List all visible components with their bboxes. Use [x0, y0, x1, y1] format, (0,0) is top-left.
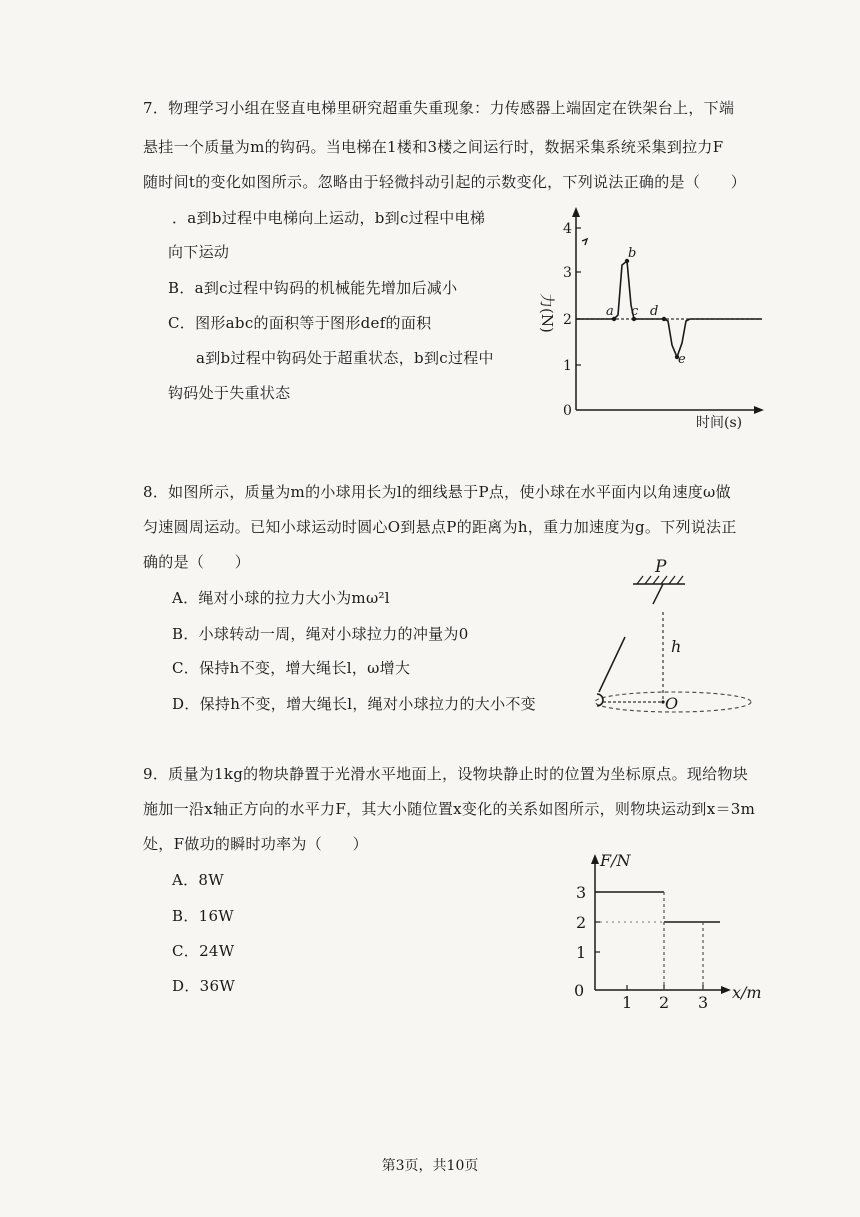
- q8-label-p: P: [655, 557, 667, 577]
- q7-option-d-line2: 钩码处于失重状态: [168, 384, 291, 402]
- q7-point-a: a: [606, 304, 614, 319]
- q9-option-d: D．36W: [172, 977, 236, 995]
- q9-y-label: F/N: [600, 851, 631, 870]
- q9-xtick-1: 1: [622, 993, 633, 1012]
- q7-ytick-4: 4: [563, 221, 572, 237]
- q7-force-time-chart: [530, 205, 780, 435]
- q9-stem-line3: 处，F做功的瞬时功率为（ ）: [143, 835, 368, 853]
- q7-stem-line1: 7．物理学习小组在竖直电梯里研究超重失重现象：力传感器上端固定在铁架台上，下端: [143, 99, 735, 117]
- q7-stem-line3: 随时间t的变化如图所示。忽略由于轻微抖动引起的示数变化，下列说法正确的是（ ）: [143, 173, 747, 191]
- q8-option-a: A．绳对小球的拉力大小为mω²l: [172, 589, 390, 607]
- page-number: 第3页，共10页: [381, 1158, 479, 1174]
- q7-y-arrow: [572, 207, 580, 217]
- q7-force-curve: [576, 261, 762, 357]
- q9-stem-line2: 施加一沿x轴正方向的水平力F，其大小随位置x变化的关系如图所示，则物块运动到x＝3m: [143, 800, 756, 818]
- q9-xtick-2: 2: [659, 993, 670, 1012]
- q9-ytick-2: 2: [576, 913, 587, 932]
- q7-option-d-line1: a到b过程中钩码处于超重状态，b到c过程中: [196, 349, 494, 367]
- q7-option-a-line1: ．a到b过程中电梯向上运动，b到c过程中电梯: [172, 209, 486, 227]
- q8-pendulum-figure: [585, 552, 765, 722]
- q7-point-b: b: [628, 246, 637, 261]
- q8-string: [599, 637, 625, 692]
- q7-point-d: d: [650, 304, 659, 319]
- q8-option-b: B．小球转动一周，绳对小球拉力的冲量为0: [172, 625, 469, 643]
- q9-option-c: C．24W: [172, 942, 235, 960]
- q7-x-label: 时间(s): [696, 415, 743, 431]
- q7-y-label: 力(N): [538, 293, 556, 333]
- q9-ytick-0: 0: [574, 981, 585, 1000]
- q8-option-d: D．保持h不变，增大绳长l，绳对小球拉力的大小不变: [172, 695, 536, 713]
- q8-label-o: O: [665, 694, 679, 713]
- q9-xtick-3: 3: [698, 993, 709, 1012]
- q7-ytick-0: 0: [563, 403, 572, 419]
- q7-option-c: C．图形abc的面积等于图形def的面积: [168, 314, 432, 332]
- q8-stem-line2: 匀速圆周运动。已知小球运动时圆心O到悬点P的距离为h，重力加速度为g。下列说法正: [143, 518, 737, 536]
- q7-point-e: e: [678, 352, 686, 367]
- q7-ytick-3: 3: [563, 265, 572, 281]
- q7-option-b: B．a到c过程中钩码的机械能先增加后减小: [168, 279, 458, 297]
- q7-x-arrow: [754, 406, 764, 414]
- q8-stem-line1: 8．如图所示，质量为m的小球用长为l的细线悬于P点，使小球在水平面内以角速度ω做: [143, 483, 731, 501]
- q8-label-h: h: [671, 637, 682, 656]
- q9-option-b: B．16W: [172, 907, 235, 925]
- q9-stem-line1: 9．质量为1kg的物块静置于光滑水平地面上，设物块静止时的位置为坐标原点。现给物块: [143, 765, 749, 783]
- q9-ytick-1: 1: [576, 943, 587, 962]
- q8-option-c: C．保持h不变，增大绳长l，ω增大: [172, 659, 411, 677]
- q9-x-label: x/m: [732, 983, 762, 1002]
- q7-point-c: c: [631, 304, 639, 319]
- q7-ytick-2: 2: [563, 312, 572, 328]
- q7-option-a-line2: 向下运动: [168, 243, 230, 261]
- q9-ytick-3: 3: [576, 883, 587, 902]
- q8-stem-line3: 确的是（ ）: [143, 553, 251, 571]
- q7-ytick-1: 1: [563, 358, 572, 374]
- q9-force-position-chart: [560, 850, 790, 1010]
- q9-option-a: A．8W: [172, 871, 224, 889]
- q7-stem-line2: 悬挂一个质量为m的钩码。当电梯在1楼和3楼之间运行时，数据采集系统采集到拉力F: [143, 138, 724, 156]
